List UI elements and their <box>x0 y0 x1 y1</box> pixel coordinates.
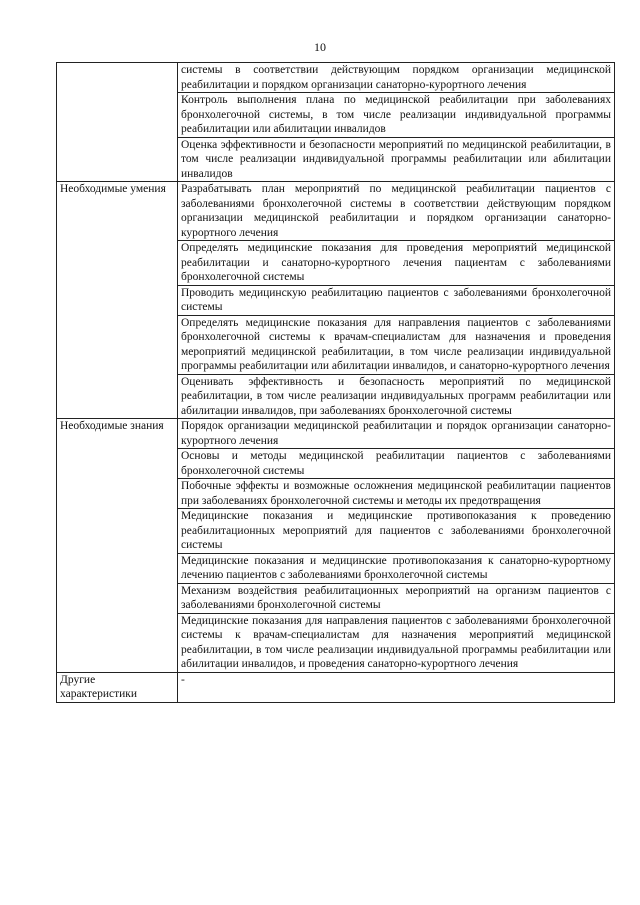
row-label-skills: Необходимые умения <box>57 182 178 419</box>
table-cell: Определять медицинские показания для направления пациентов с заболеваниями бронхолегочной системы к врачам-специалистам для назначения и проведения мероприятий медицинской реабилитации, в том числе реализации индивидуальной программы реабилитации или абилитации инвалидов, и санаторно-курортного лечения <box>178 315 615 374</box>
row-label-knowledge: Необходимые знания <box>57 419 178 673</box>
table-cell: системы в соответствии действующим порядком организации медицинской реабилитации и порядком организации санаторно-курортного лечения <box>178 63 615 93</box>
table-row <box>57 63 615 93</box>
table-cell: Определять медицинские показания для проведения мероприятий медицинской реабилитации и санаторно-курортного лечения пациентам с заболеваниями бронхолегочной системы <box>178 241 615 286</box>
page-number: 10 <box>314 40 326 54</box>
table-cell: Оценка эффективности и безопасности мероприятий по медицинской реабилитации, в том числе реализации индивидуальной программы реабилитации или абилитации инвалидов <box>178 137 615 182</box>
table-cell: Основы и методы медицинской реабилитации пациентов с заболеваниями бронхолегочной системы <box>178 449 615 479</box>
table-cell: Контроль выполнения плана по медицинской реабилитации при заболеваниях бронхолегочной системы, в том числе реализации индивидуальной программы реабилитации или абилитации инвалидов <box>178 93 615 138</box>
table-cell: Порядок организации медицинской реабилитации и порядок организации санаторно-курортного лечения <box>178 419 615 449</box>
table-cell: Медицинские показания и медицинские противопоказания к проведению реабилитационных мероприятий для пациентов с заболеваниями бронхолегочной системы <box>178 509 615 554</box>
table-row <box>57 672 615 702</box>
requirements-table <box>56 62 615 703</box>
table-row <box>57 182 615 241</box>
table-row <box>57 419 615 449</box>
table-cell: Механизм воздействия реабилитационных мероприятий на организм пациентов с заболеваниями бронхолегочной системы <box>178 583 615 613</box>
table-cell: Медицинские показания и медицинские противопоказания к санаторно-курортному лечению пациентов с заболеваниями бронхолегочной системы <box>178 553 615 583</box>
row-label-other: Другие характеристики <box>57 672 178 702</box>
table-cell: Разрабатывать план мероприятий по медицинской реабилитации пациентов с заболеваниями бронхолегочной системы в соответствии действующим порядком организации медицинской реабилитации и порядком организации санаторно-курортного лечения <box>178 182 615 241</box>
table-cell: Оценивать эффективность и безопасность мероприятий по медицинской реабилитации, в том числе реализации индивидуальных программ реабилитации или абилитации инвалидов, при заболеваниях бронхолегочной системы <box>178 374 615 419</box>
table-cell: Проводить медицинскую реабилитацию пациентов с заболеваниями бронхолегочной системы <box>178 285 615 315</box>
table-cell: - <box>178 672 615 702</box>
table-cell: Побочные эффекты и возможные осложнения медицинской реабилитации пациентов при заболеваниях бронхолегочной системы и методы их предотвращения <box>178 479 615 509</box>
row-label <box>57 63 178 182</box>
table-cell: Медицинские показания для направления пациентов с заболеваниями бронхолегочной системы к врачам-специалистам для назначения мероприятий медицинской реабилитации, в том числе реализации индивидуальной программы реабилитации или абилитации инвалидов, и проведения санаторно-курортного лечения <box>178 613 615 672</box>
